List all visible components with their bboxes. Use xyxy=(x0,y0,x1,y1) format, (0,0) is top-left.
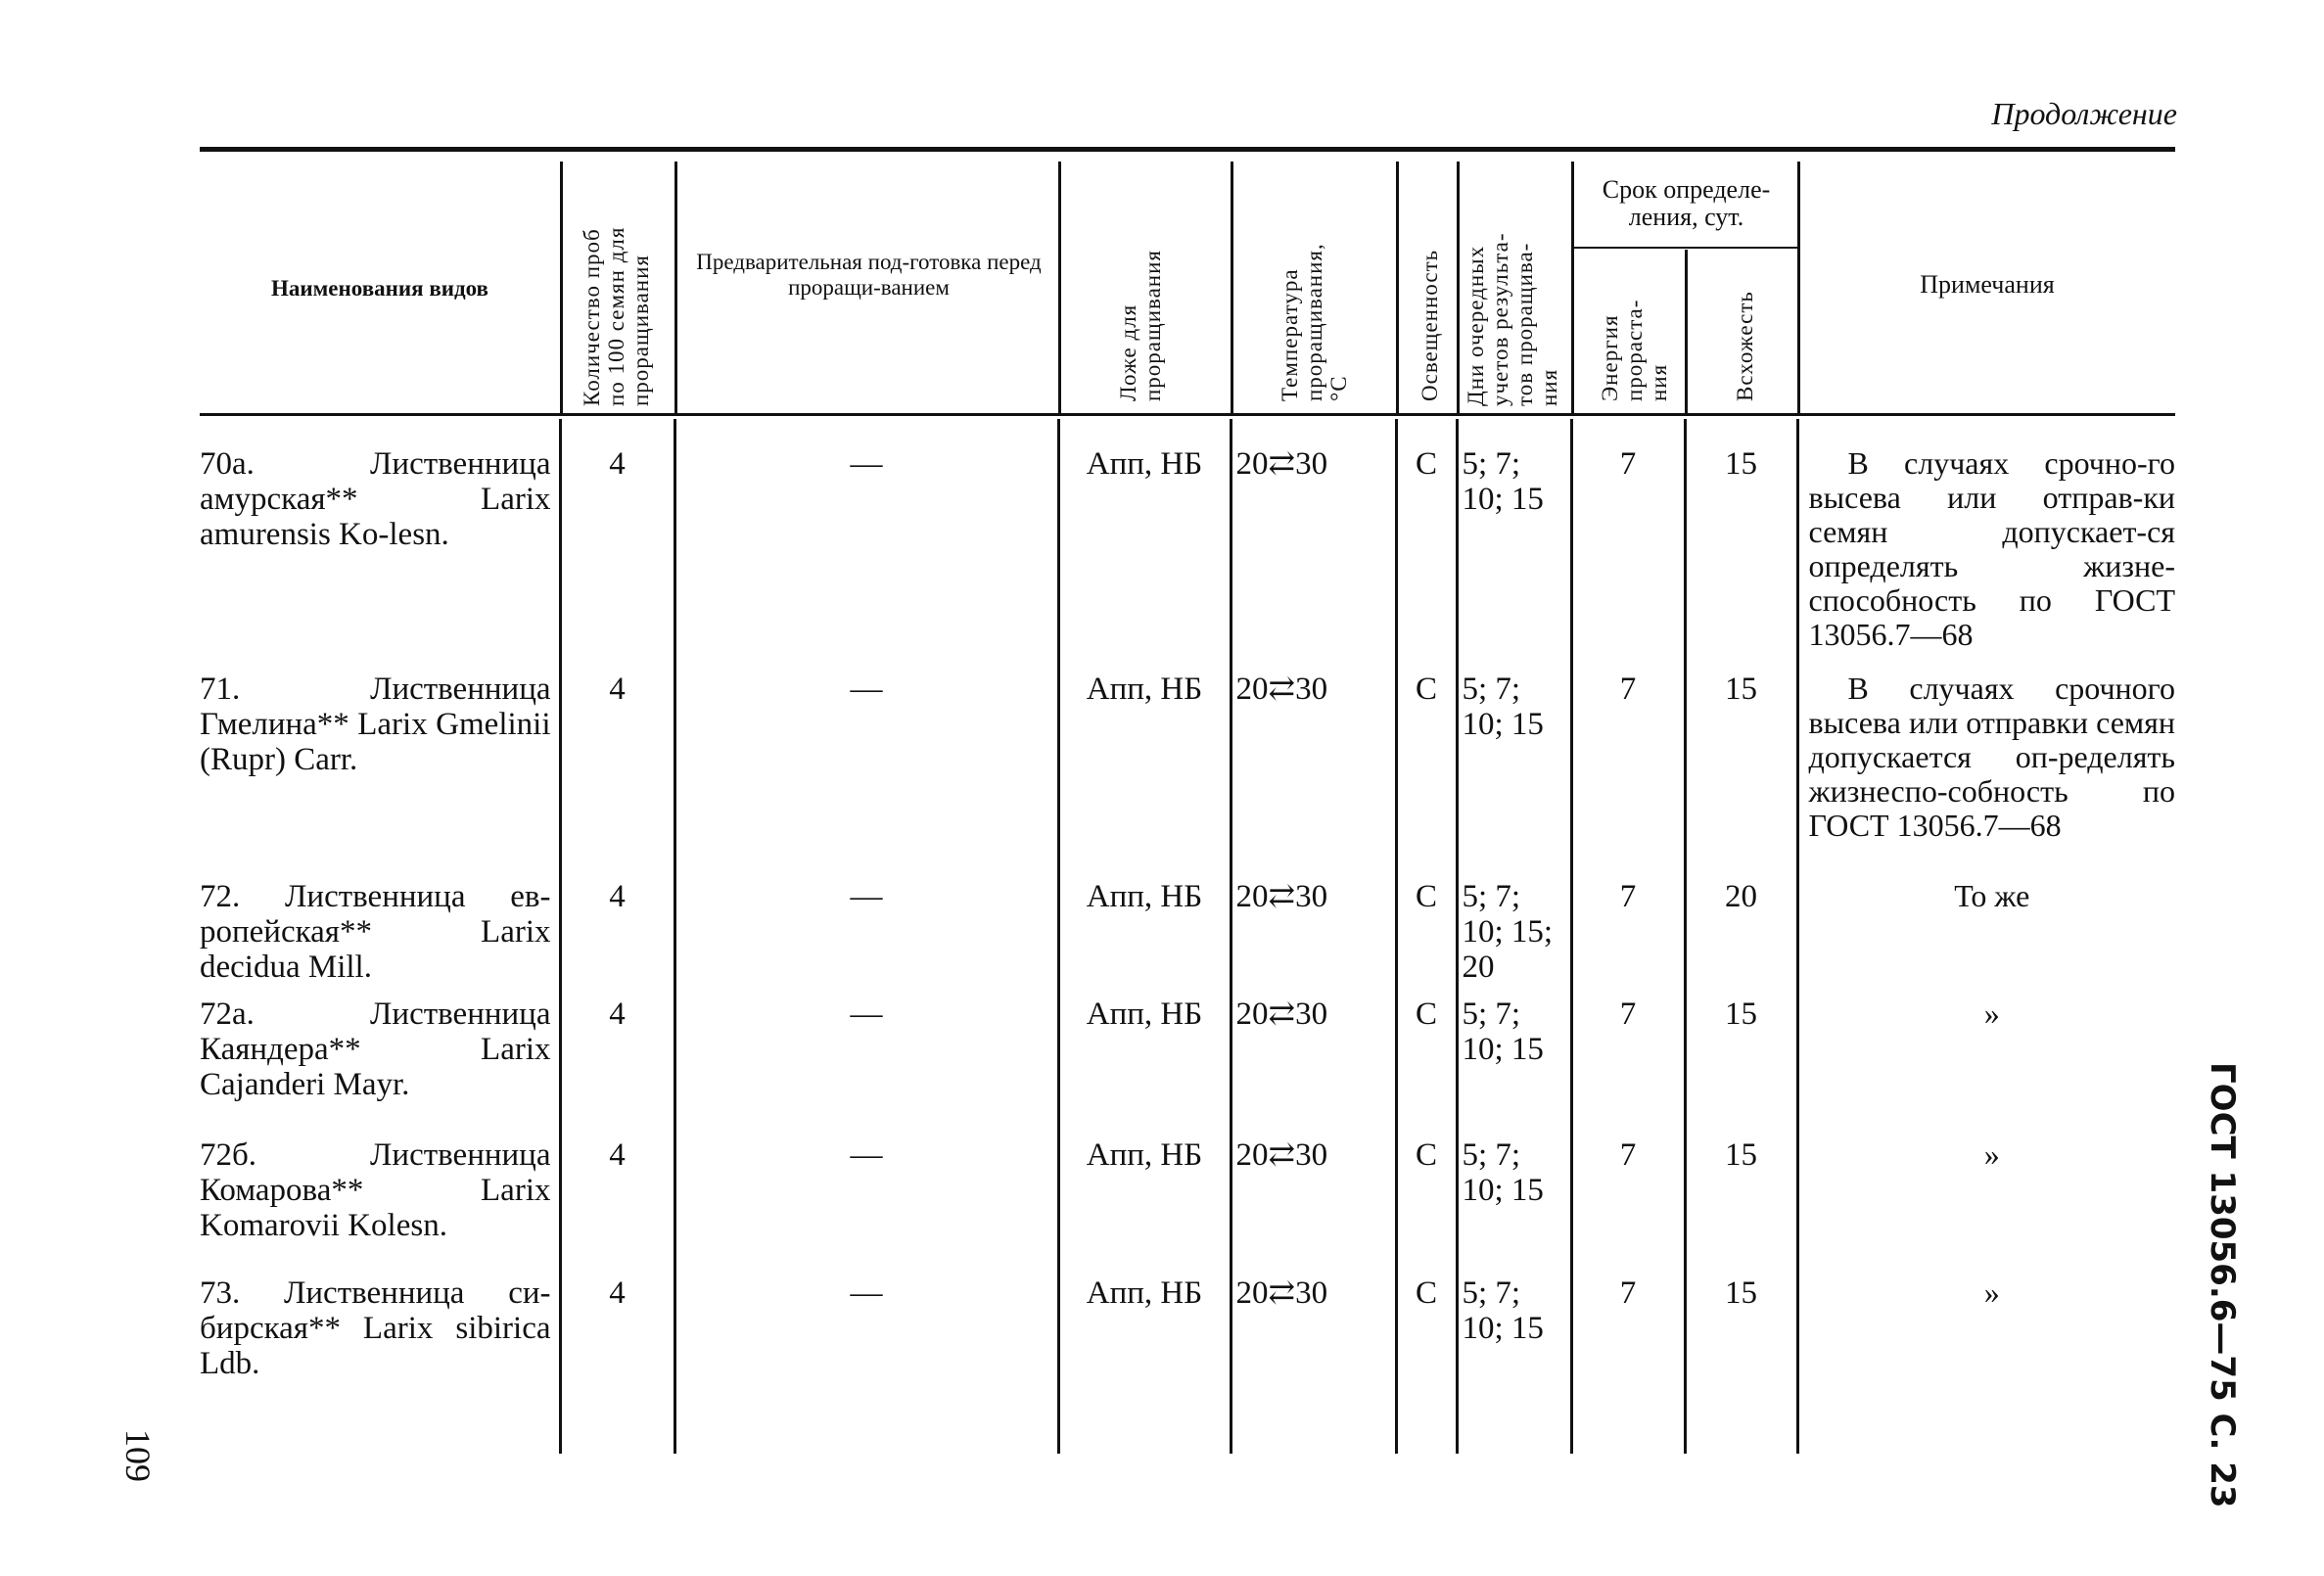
samples-cell: 4 xyxy=(560,1268,674,1454)
note-cell: » xyxy=(1797,1268,2175,1454)
column-divider xyxy=(1797,162,1800,416)
bed-cell: Апп, НБ xyxy=(1058,1268,1231,1454)
table-row xyxy=(200,1130,2175,1268)
energy-cell: 7 xyxy=(1571,419,1685,664)
energy-cell: 7 xyxy=(1571,1130,1685,1268)
bed-cell: Апп, НБ xyxy=(1058,419,1231,664)
days-cell: 5; 7; 10; 15 xyxy=(1457,1130,1571,1268)
temp-cell: 20⇄30 xyxy=(1231,419,1396,664)
days-cell: 5; 7; 10; 15; 20 xyxy=(1457,871,1571,989)
days-cell: 5; 7; 10; 15 xyxy=(1457,419,1571,664)
days-cell: 5; 7; 10; 15 xyxy=(1457,1268,1571,1454)
note-cell: В случаях срочного высева или отправки семян допускается оп-ределять жизнеспо-собность по ГОСТ 13056.7—68 xyxy=(1797,664,2175,871)
page-number: 109 xyxy=(118,1429,158,1482)
header-bottom-rule xyxy=(200,413,2175,416)
bed-cell: Апп, НБ xyxy=(1058,871,1231,989)
light-cell: С xyxy=(1396,1268,1457,1454)
table-row xyxy=(200,989,2175,1130)
temp-cell: 20⇄30 xyxy=(1231,664,1396,871)
energy-cell: 7 xyxy=(1571,989,1685,1130)
column-divider xyxy=(1457,162,1460,416)
days-cell: 5; 7; 10; 15 xyxy=(1457,664,1571,871)
light-cell: С xyxy=(1396,989,1457,1130)
table-row xyxy=(200,419,2175,664)
table-top-rule xyxy=(200,147,2175,152)
table-row xyxy=(200,664,2175,871)
samples-cell: 4 xyxy=(560,1130,674,1268)
germination-cell: 15 xyxy=(1685,989,1797,1130)
prep-cell: — xyxy=(674,1130,1058,1268)
header-energy: Энергия прораста- ния xyxy=(1598,299,1671,401)
samples-cell: 4 xyxy=(560,419,674,664)
species-name: 72б. Лиственница Комарова** Larix Komarovii Kolesn. xyxy=(200,1137,551,1243)
bed-cell: Апп, НБ xyxy=(1058,989,1231,1130)
note-cell: То же xyxy=(1797,871,2175,989)
note-cell: » xyxy=(1797,989,2175,1130)
header-name: Наименования видов xyxy=(271,276,488,301)
table-row xyxy=(200,1268,2175,1454)
energy-cell: 7 xyxy=(1571,1268,1685,1454)
note-cell: В случаях срочно-го высева или отправ-ки семян допускает-ся определять жизне-способность по ГОСТ 13056.7—68 xyxy=(1797,419,2175,664)
light-cell: С xyxy=(1396,871,1457,989)
samples-cell: 4 xyxy=(560,989,674,1130)
bed-cell: Апп, НБ xyxy=(1058,1130,1231,1268)
note-cell: » xyxy=(1797,1130,2175,1268)
species-name: 73. Лиственница си-бирская** Larix sibirica Ldb. xyxy=(200,1275,551,1381)
germination-cell: 15 xyxy=(1685,664,1797,871)
column-divider xyxy=(1231,162,1233,416)
continuation-label: Продолжение xyxy=(1991,96,2177,131)
term-subrule xyxy=(1571,247,1797,249)
species-name: 72а. Лиственница Каяндера** Larix Cajanderi Mayr. xyxy=(200,997,551,1102)
header-days: Дни очередных учетов результа- тов проращива- ния xyxy=(1464,232,1561,406)
germination-cell: 15 xyxy=(1685,419,1797,664)
header-germ: Всхожесть xyxy=(1733,291,1757,401)
column-divider xyxy=(1396,162,1399,416)
bed-cell: Апп, НБ xyxy=(1058,664,1231,871)
column-divider xyxy=(1571,162,1574,416)
energy-cell: 7 xyxy=(1571,871,1685,989)
temp-cell: 20⇄30 xyxy=(1231,871,1396,989)
prep-cell: — xyxy=(674,1268,1058,1454)
column-divider xyxy=(1058,162,1061,416)
side-caption: ГОСТ 13056.6—75 С. 23 xyxy=(2203,1062,2242,1508)
germination-cell: 15 xyxy=(1685,1268,1797,1454)
light-cell: С xyxy=(1396,419,1457,664)
germination-cell: 15 xyxy=(1685,1130,1797,1268)
species-name: 70а. Лиственница амурская** Larix amurensis Ko-lesn. xyxy=(200,446,551,552)
prep-cell: — xyxy=(674,871,1058,989)
header-term: Срок определе-ления, сут. xyxy=(1602,175,1771,231)
samples-cell: 4 xyxy=(560,871,674,989)
days-cell: 5; 7; 10; 15 xyxy=(1457,989,1571,1130)
table-row xyxy=(200,871,2175,989)
temp-cell: 20⇄30 xyxy=(1231,1268,1396,1454)
prep-cell: — xyxy=(674,989,1058,1130)
species-name: 72. Лиственница ев-ропейская** Larix decidua Mill. xyxy=(200,879,551,985)
column-divider xyxy=(560,162,563,416)
temp-cell: 20⇄30 xyxy=(1231,989,1396,1130)
light-cell: С xyxy=(1396,664,1457,871)
header-notes: Примечания xyxy=(1920,270,2055,299)
temp-cell: 20⇄30 xyxy=(1231,1130,1396,1268)
data-table xyxy=(200,419,2175,1454)
energy-cell: 7 xyxy=(1571,664,1685,871)
header-prep: Предварительная под-готовка перед проращи-ванием xyxy=(696,250,1042,300)
prep-cell: — xyxy=(674,419,1058,664)
light-cell: С xyxy=(1396,1130,1457,1268)
species-name: 71. Лиственница Гмелина** Larix Gmelinii (Rupr) Carr. xyxy=(200,672,551,777)
prep-cell: — xyxy=(674,664,1058,871)
header-bed: Ложе для проращивания xyxy=(1116,250,1165,401)
column-divider xyxy=(1685,250,1688,416)
header-samples: Количество проб по 100 семян для проращивания xyxy=(580,226,653,406)
germination-cell: 20 xyxy=(1685,871,1797,989)
header-light: Освещенность xyxy=(1418,249,1442,401)
samples-cell: 4 xyxy=(560,664,674,871)
header-temp: Температура проращивания, °С xyxy=(1278,243,1351,401)
column-divider xyxy=(674,162,677,416)
